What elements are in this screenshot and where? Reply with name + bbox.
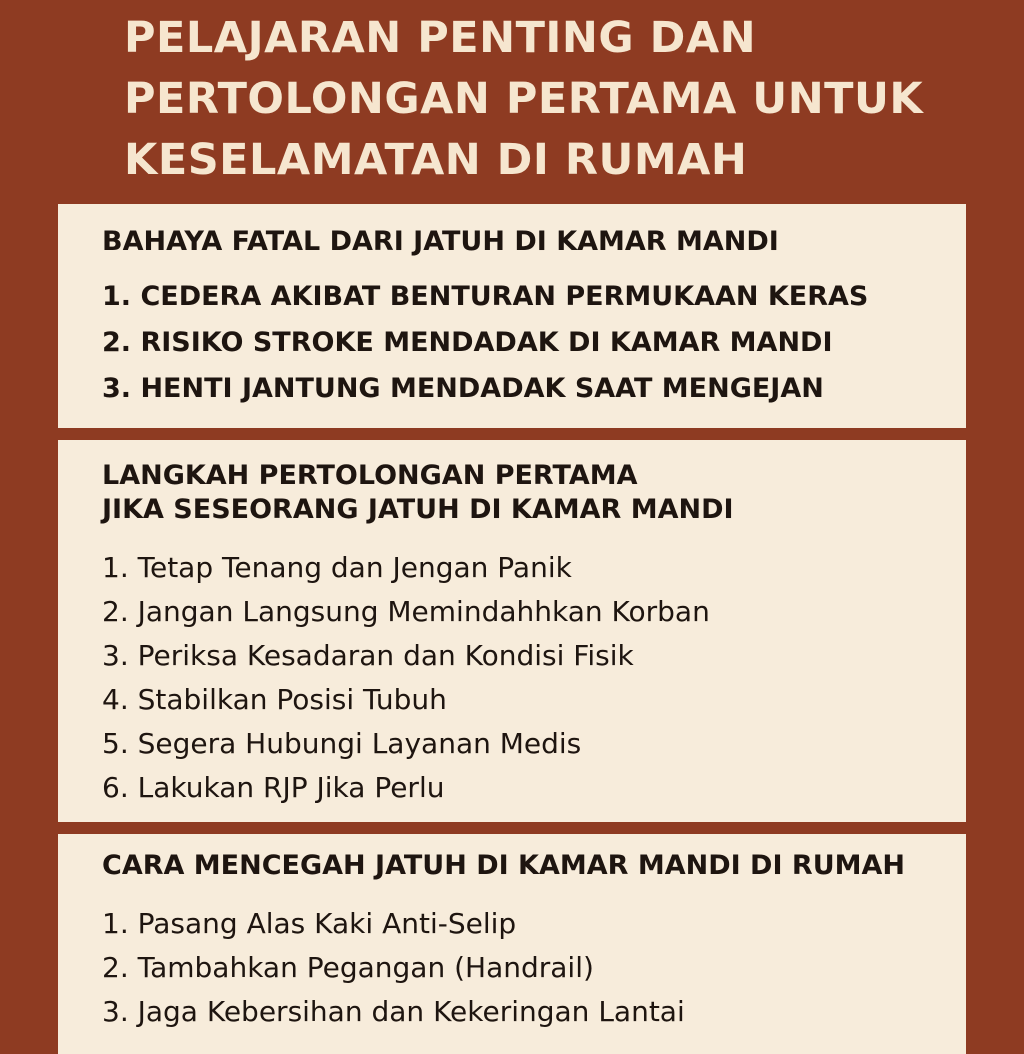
- list-item: 3. HENTI JANTUNG MENDADAK SAAT MENGEJAN: [102, 373, 824, 404]
- section-card-prevention: [58, 834, 966, 1054]
- list-item: 3. Periksa Kesadaran dan Kondisi Fisik: [102, 639, 634, 672]
- danger-list: [102, 274, 966, 412]
- section-heading-line: JIKA SESEORANG JATUH DI KAMAR MANDI: [102, 494, 734, 525]
- section-card-first-aid: [58, 440, 966, 822]
- list-item: 1. Tetap Tenang dan Jengan Panik: [102, 551, 572, 584]
- page-title-line: KESELAMATAN DI RUMAH: [124, 135, 748, 185]
- list-item: 2. Jangan Langsung Memindahhkan Korban: [102, 595, 710, 628]
- list-item: 5. Segera Hubungi Layanan Medis: [102, 727, 582, 760]
- section-heading: [102, 225, 966, 259]
- list-item: 2. RISIKO STROKE MENDADAK DI KAMAR MANDI: [102, 327, 833, 358]
- section-heading-line: BAHAYA FATAL DARI JATUH DI KAMAR MANDI: [102, 226, 779, 257]
- prevention-list: [102, 902, 966, 1034]
- section-card-dangers: [58, 204, 966, 428]
- section-heading-line: CARA MENCEGAH JATUH DI KAMAR MANDI DI RUMAH: [102, 850, 905, 881]
- section-heading-line: LANGKAH PERTOLONGAN PERTAMA: [102, 460, 638, 491]
- list-item: 1. CEDERA AKIBAT BENTURAN PERMUKAAN KERAS: [102, 281, 869, 312]
- page-title-line: PERTOLONGAN PERTAMA UNTUK: [124, 74, 924, 124]
- first-aid-list: [102, 546, 966, 810]
- page-title-line: PELAJARAN PENTING DAN: [124, 13, 757, 63]
- list-item: 3. Jaga Kebersihan dan Kekeringan Lantai: [102, 995, 685, 1028]
- page-title: [124, 8, 1004, 191]
- section-heading: [102, 459, 966, 527]
- list-item: 2. Tambahkan Pegangan (Handrail): [102, 951, 594, 984]
- list-item: 6. Lakukan RJP Jika Perlu: [102, 771, 445, 804]
- list-item: 1. Pasang Alas Kaki Anti-Selip: [102, 907, 517, 940]
- list-item: 4. Stabilkan Posisi Tubuh: [102, 683, 447, 716]
- section-heading: [102, 849, 966, 883]
